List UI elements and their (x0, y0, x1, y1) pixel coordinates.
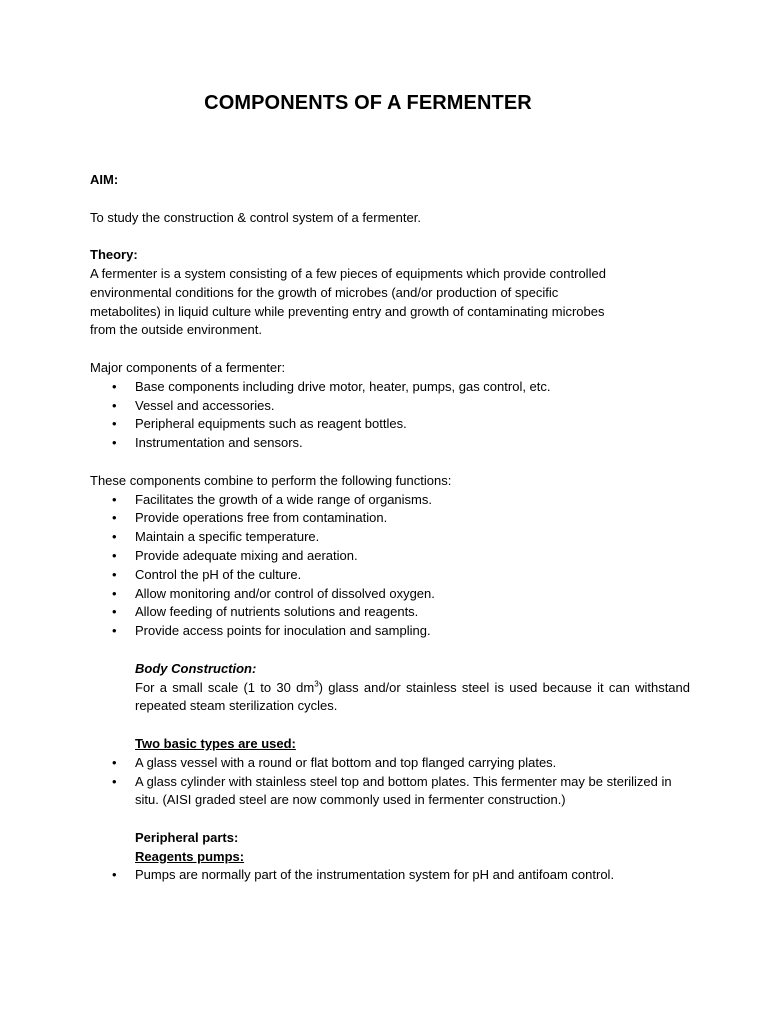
basic-types-heading: Two basic types are used: (135, 735, 296, 751)
aim-text: To study the construction & control system of a fermenter. (90, 209, 421, 225)
bullet-icon: • (112, 754, 117, 770)
list-item: • Instrumentation and sensors. (90, 434, 690, 453)
theory-line: environmental conditions for the growth of microbes (and/or production of specific (90, 284, 559, 300)
functions-heading: These components combine to perform the following functions: (90, 472, 452, 488)
document-body (90, 171, 690, 885)
list-item: • A glass vessel with a round or flat bottom and top flanged carrying plates. (90, 754, 690, 773)
list-item: • Provide operations free from contamination. (90, 509, 690, 528)
bullet-icon: • (112, 585, 117, 601)
body-construction-heading: Body Construction: (135, 660, 257, 676)
peripheral-list (90, 866, 690, 885)
list-item: • Control the pH of the culture. (90, 566, 690, 585)
list-item: • Base components including drive motor, heater, pumps, gas control, etc. (90, 378, 690, 397)
reagents-pumps-heading: Reagents pumps: (135, 848, 245, 864)
bullet-icon: • (112, 604, 117, 620)
bullet-icon: • (112, 435, 117, 451)
bullet-icon: • (112, 623, 117, 639)
bullet-icon: • (112, 378, 117, 394)
bullet-icon: • (112, 510, 117, 526)
list-item: • Allow feeding of nutrients solutions and reagents. (90, 603, 690, 622)
document-title: COMPONENTS OF A FERMENTER (204, 92, 532, 114)
major-components-list (90, 378, 690, 453)
list-item: • Maintain a specific temperature. (90, 528, 690, 547)
theory-line: A fermenter is a system consisting of a few pieces of equipments which provide controlled (90, 265, 606, 281)
functions-list (90, 491, 690, 641)
theory-line: from the outside environment. (90, 322, 262, 338)
bullet-icon: • (112, 566, 117, 582)
basic-types-list (90, 754, 690, 810)
list-item: • Allow monitoring and/or control of dissolved oxygen. (90, 585, 690, 604)
list-item: • Facilitates the growth of a wide range of organisms. (90, 491, 690, 510)
bullet-icon: • (112, 491, 117, 507)
aim-heading: AIM: (90, 172, 119, 187)
bullet-icon: • (112, 867, 117, 883)
bullet-icon: • (112, 773, 117, 789)
body-construction-text: For a small scale (1 to 30 $dm^3$) glass and/or stainless steel is used because it can withstand repeated steam sterilization cycles. (135, 679, 690, 714)
list-item: • Provide adequate mixing and aeration. (90, 547, 690, 566)
bullet-icon: • (112, 529, 117, 545)
bullet-icon: • (112, 547, 117, 563)
major-components-heading: Major components of a fermenter: (90, 359, 286, 375)
superscript: 3 (314, 679, 319, 689)
bullet-icon: • (112, 397, 117, 413)
list-item: • Provide access points for inoculation and sampling. (90, 622, 690, 641)
list-item: • Peripheral equipments such as reagent bottles. (90, 415, 690, 434)
list-item: • Pumps are normally part of the instrumentation system for pH and antifoam control. (90, 866, 690, 885)
bullet-icon: • (112, 416, 117, 432)
peripheral-heading: Peripheral parts: (135, 829, 239, 845)
theory-line: metabolites) in liquid culture while preventing entry and growth of contaminating microbes (90, 303, 605, 319)
list-item: • A glass cylinder with stainless steel top and bottom plates. This fermenter may be sterilized in situ. (AISI graded steel are now commonly used in fermenter construction.) (112, 773, 672, 808)
theory-heading: Theory: (90, 247, 138, 263)
list-item: • Vessel and accessories. (90, 397, 690, 416)
